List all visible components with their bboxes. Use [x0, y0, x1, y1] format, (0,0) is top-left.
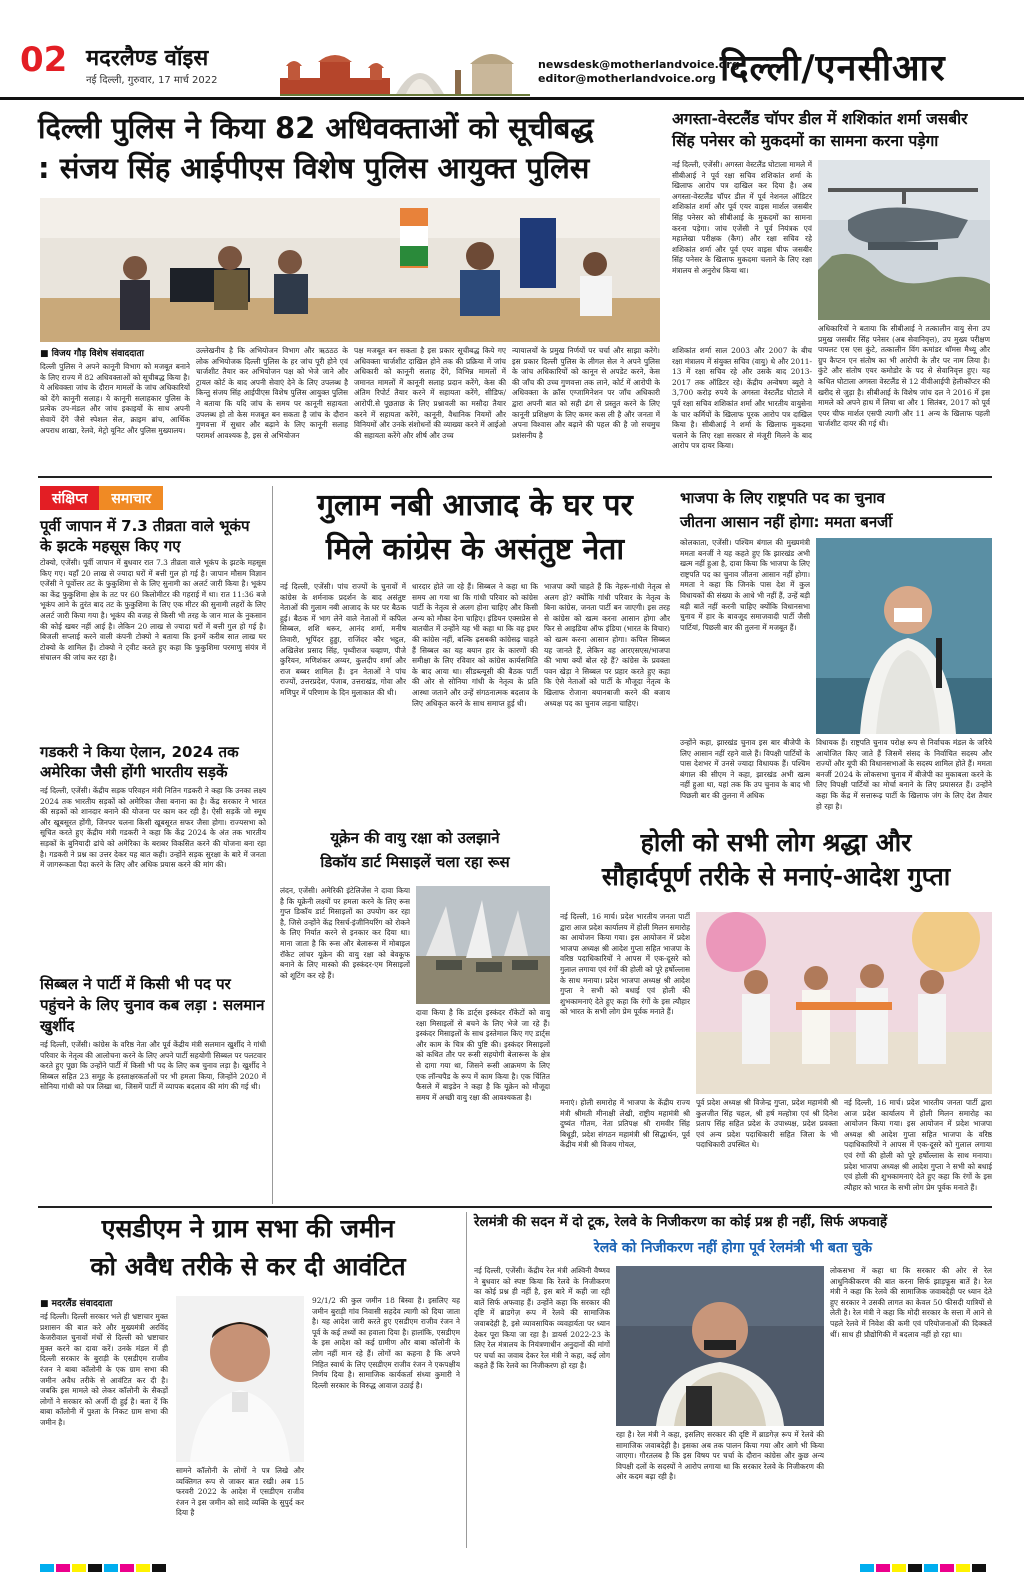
lead-body-col3: पक्ष मजबूत बन सकता है इस प्रकार सूचीबद्ध किये गए अधिवक्ता चार्जशीट दाखिल होने तक की प्रक्रिया में जांच अधिकारी को कानूनी सलाह देंगे, विभिन्न मामलों में जमानत मामलों में कानूनी सलाह प्रदान करेंगे, केस की अंतिम रिपोर्ट तैयार करने में सहायता करेंगे, सीडिफ/आरोपी.से पूछताछ के लिए प्रश्नावली का मसौदा तैयार करने में सहायता करेंगे, कानूनी, वैधानिक नियमों और विनियमों और उनके संशोधनों की व्याख्या करने में आईओ की सहायता करेंगे और शीर्ष और उच्च	[354, 346, 506, 440]
holi-headline	[560, 826, 992, 894]
railway-body-col1: नई दिल्ली, एजेंसी। केंद्रीय रेल मंत्री अश्विनी वैष्णव ने बुधवार को स्पष्ट किया कि रेलवे के निजीकरण का कोई प्रश्न ही नहीं है, इस बारे में कही जा रही बातें सिर्फ अफवाह हैं। उन्होंने कहा कि सरकार की दृष्टि में ब्राडगेज़ रूप में रेलवे की सामाजिक जवाबदेही है, इसे व्यावसायिक व्यवहार्यता पर ध्यान देकर पूरा किया जा रहा है। डायर्स 2022-23 के लिए रेल मंत्रालय के नियंत्रणाधीन अनुदानों की मांगों पर चर्चा का जवाब देकर रेल मंत्री ने कहा, कई लोग कहते हैं कि रेलवे का निजीकरण हो रहा है।	[474, 1266, 610, 1371]
registration-marks-left	[40, 1564, 168, 1572]
paper-date: नई दिल्ली, गुरुवार, 17 मार्च 2022	[86, 75, 218, 86]
mamata-headline-line1: भाजपा के लिए राष्ट्रपति पद का चुनाव	[680, 489, 885, 507]
railway-minister-photo	[616, 1266, 824, 1426]
agusta-headline-line1: अगस्ता-वेस्टलैंड चॉपर डील में शशिकांत शर्मा जसबीर	[672, 110, 968, 128]
brief-column-rule	[272, 486, 273, 1204]
sdm-caption: सामने कॉलोनी के लोगों ने पत्र लिखे और व्यक्तिगत रूप से जाकर बात रखी। अब 15 फरवरी 2022 के आदेश में एसडीएम राजीव रंजन ने इस जमीन को सादे व्यक्ति के सुपुर्द कर दिया है	[176, 1466, 304, 1518]
brief1-body: टोक्यो, एजेंसी। पूर्वी जापान में बुधवार रात 7.3 तीव्रता वाले भूकंप के झटके महसूस किए गए। यहाँ 20 लाख से ज्यादा घरों में बत्ती गुल हो गई है। जापान मौसम विज्ञान एजेंसी ने पूर्वोत्तर तट के फुकुशिमा से के लिए सुनामी का अलर्ट जारी किया है। भूकंप का केंद्र फुकुशिमा क्षेत्र के तट पर 60 किलोमीटर की गहराई में था। रात 11:36 बजे भूकंप आने के तुरंत बाद तट के फुकुशिमा के लिए एक मीटर की सुनामी लहरों के लिए अलर्ट जारी किया गया है। भूकंप की वजह से किसी भी तरह के जान माल के नुकसान की कोई खबर नहीं आई है। लेकिन 20 लाख से ज्यादा घरों में बत्ती गुल हो गई है। बिजली सप्लाई करने वाली कंपनी टोक्यो ने बताया कि इनमें करीब सात लाख घर टोक्यो के शामिल हैं। टोक्यो ने ट्वीट करते हुए कहा कि फुकुशिमा परमाणु संयंत्र में संचालन की जांच कर रहा है।	[40, 558, 266, 663]
mamata-body-col1: कोलकाता, एजेंसी। पश्चिम बंगाल की मुख्यमंत्री ममता बनर्जी ने यह कहते हुए कि झारखंड अभी खत्म नहीं हुआ है, दावा किया कि भाजपा के लिए राष्ट्रपति पद का चुनाव जीतना आसान नहीं होगा। ममता ने कहा कि जिनके पास देश में कुल विधायकों की संख्या के आधे भी नहीं हैं, उन्हें बड़ी बड़ी बातें नहीं करनी चाहिए क्योंकि विधानसभा चुनाव में हार के बावजूद समाजवादी पार्टी जैसी पार्टियां, पिछली बार की तुलना में मजबूत हैं।	[680, 538, 810, 632]
divider-middle	[38, 1206, 992, 1208]
railway-body-col3: लोकसभा में कहा था कि सरकार की ओर से रेल आधुनिकीकरण की बात करना सिर्फ झाड़फूस बातें है। रेल मंत्री ने कहा कि रेलवे की सामाजिक जवाबदेही पर ध्यान देते हुए सरकार ने उसकी लागत का केवल 50 फीसदी यात्रियों से लेती है। रेल मंत्री ने कहा कि मोदी सरकार के सत्ता में आने से पहले रेलवे में निवेश की कमी एवं परियोजनाओं की दिक्कतें थीं। साथ ही प्रौद्योगिकी में बदलाव नहीं हो रहा था।	[830, 1266, 992, 1339]
briefs-tab-label1: संक्षिप्त	[40, 486, 99, 510]
holi-body-col2: मनाएं। होली समारोह में भाजपा के केंद्रीय राज्य मंत्री श्रीमती मीनाक्षी लेखी, राष्ट्रीय महामंत्री श्री दुष्यंत गौतम, नेता प्रतिपक्ष श्री रामवीर सिंह बिधूड़ी, प्रदेश संगठन महामंत्री श्री सिद्धार्थन, पूर्व केंद्रीय मंत्री श्री विजय गोयल,	[560, 1098, 690, 1150]
sdm-byline: ■ मदरलैंड संवाददाता	[40, 1299, 113, 1309]
sdm-headline	[38, 1210, 458, 1286]
mamata-photo	[816, 538, 992, 734]
azad-body-col2: धारदार होते जा रहे हैं। सिब्बल ने कहा था कि समय आ गया था कि गांधी परिवार को कांग्रेस पार्टी के नेतृत्व से अलग होना चाहिए और किसी अन्य को मौका देना चाहिए। इंडियन एक्सप्रेस से बातचीत में उन्होंने यह भी कहा था कि वह इघर की कांग्रेस नहीं, बल्कि ढ़सबकी कांग्रेसढ़ चाहते हैं सिब्बल का यह बयान हार के कारणों की समीक्षा के लिए रविवार को कांग्रेस कार्यसमिति के बाद आया था। सीडब्ल्यूसी की बैठक पार्टी की ओर से सोनिया गांधी के नेतृत्व के प्रति आस्था जताने और उन्हें संगठनात्मक बदलाव के लिए अधिकृत करने के साथ समाप्त हुई थी।	[412, 582, 538, 708]
agusta-body-col1: नई दिल्ली, एजेंसी। अगस्ता वेस्टलैंड घोटाला मामले में सीबीआई ने पूर्व रक्षा सचिव शशिकांत शर्मा के खिलाफ आरोप पत्र दाखिल कर दिया है। अब अगस्ता-वेस्टलैंड चॉपर डील में पूर्व नेशनल ऑडिटर शशिकांत शर्मा और पूर्व एयर वाइस मार्शल जसबीर सिंह पनेसर को सीबीआई के मुकदमों का सामना करना पड़ेगा। जांच एजेंसी ने पूर्व नियंत्रक एवं महालेखा परीक्षक (कैग) और रक्षा सचिव रहे शशिकांत शर्मा और पूर्व एयर वाइस चीफ जसबीर सिंह पनेसर के खिलाफ मुकदमा चलाने के लिए रक्षा मंत्रालय से अनुरोध किया था।	[672, 160, 812, 275]
railway-subhead: रेलवे को निजीकरण नहीं होगा पूर्व रेलमंत्री भी बता चुके	[593, 1240, 873, 1256]
agusta-headline-line2: सिंह पनेसर को मुकदमों का सामना करना पड़ेगा	[672, 132, 939, 150]
divider-top	[38, 476, 992, 478]
monuments-illustration	[280, 40, 530, 96]
holi-body-col3: पूर्व प्रदेश अध्यक्ष श्री विजेन्द्र गुप्ता, प्रदेश महामंत्री श्री कुलजीत सिंह चहल, श्री हर्ष मल्होत्रा एवं श्री दिनेश प्रताप सिंह सहित प्रदेश के उपाध्यक्ष, प्रदेश प्रवक्ता एवं अन्य प्रदेश पदाधिकारी सहित जिला के भी पदाधिकारी उपस्थित थे।	[696, 1098, 838, 1150]
email-newsdesk: newsdesk@motherlandvoice.org	[538, 58, 740, 71]
azad-headline-line1: गुलाम नबी आजाद के घर पर	[317, 488, 633, 523]
agusta-body-col3: अधिकारियों ने बताया कि सीबीआई ने तत्कालीन वायु सेना उप प्रमुख जसबीर सिंह पनेसर (अब सेवानिवृत्त), उप मुख्य परीक्षण पायलट एस एस कुंटे, तत्कालीन विंग कमांडर थॉमस मैथ्यू और ग्रुप कैप्टन एन संतोष का भी आरोपी के तौर पर नाम लिया है। कुंटे और संतोष एयर कमोडोर के पद से सेवानिवृत्त हुए। यह कथित घोटाला अगस्ता वेस्टलैंड से 12 वीवीआईपी हेलीकॉप्टर की खरीद से जुड़ा है। सीबीआई के विशेष जांच दल ने 2016 में इस मामले को अपने हाथ में लिया था और 1 सितंबर, 2017 को पूर्व एयर चीफ मार्शल एसपी त्यागी और 11 अन्य के खिलाफ पहली चार्जशीट दायर की गई थी।	[818, 324, 990, 429]
holi-headline-line1: होली को सभी लोग श्रद्धा और	[640, 828, 912, 857]
sdm-photo	[176, 1296, 304, 1462]
lead-body-col2: उल्लेखनीय है कि अभियोजन विभाग और ऋठठठ के लोक अभियोजक दिल्ली पुलिस के हर जांच पूरी होने एवं चार्जशीट तैयार कर अभियोजन पक्ष को भेजे जाने और ट्रायल कोर्ट के बाद अपनी सेवाएं देने के लिए उपलब्ध है किन्तु संजय सिंह आईपीएस विशेष पुलिस आयुक्त पुलिस ने बताया कि यदि जांच के समय पर कानूनी सहायता उपलब्ध हो तो केस मजबूत बन सकता है जांच के दौरान गुणवत्ता में सुधार और बढ़ाने के लिए कानूनी सलाह परामर्श आवश्यक है, इस से अभियोजन	[196, 346, 348, 440]
lead-headline-line1: दिल्ली पुलिस ने किया 82 अधिवक्ताओं को सूचीबद्ध	[38, 111, 594, 145]
mamata-headline	[680, 486, 992, 534]
agusta-headline	[672, 108, 992, 152]
mamata-headline-line2: जीतना आसान नहीं होगा: ममता बनर्जी	[680, 513, 893, 531]
lead-body-col4: न्यायालयों के प्रमुख निर्णयों पर चर्चा और साझा करेंगे। इस प्रकार दिल्ली पुलिस के लीगल सेल ने अपने पुलिस के जांच अधिकारियों को कानून से अपडेट करने, केस की जाँच की उच्च गुणवत्ता तक लाने, कोर्ट में आरोपी के अधिवक्ता के क्रॉस एग्जामिनेशन पर जाँच अधिकारी द्वारा अपनी बात को सही ढंग से प्रस्तुत करने के लिए कानूनी प्रशिक्षण के लिए कमर कस ली है और जनता में अपना विश्वास और बढ़ाने की पहल की है जो सचमुच प्रशंसनीय है	[512, 346, 660, 440]
brief3-body: नई दिल्ली, एजेंसी। कांग्रेस के वरिष्ठ नेता और पूर्व केंद्रीय मंत्री सलमान खुर्शीद ने गांधी परिवार के नेतृत्व की आलोचना करने के लिए अपने पार्टी सहयोगी सिब्बल पर पलटवार करते हुए पूछा कि उन्होंने पार्टी में किसी भी पद के लिए कब चुनाव लड़ा है। खुर्शीद ने सिब्बल सहित 23 समूह के हस्ताक्षरकर्ताओं पर भी हमला किया, जिन्होंने 2020 में सोनिया गांधी को पत्र लिखा था, जिसमें पार्टी में व्यापक बदलाव की मांग की गई थी।	[40, 1040, 266, 1092]
holi-body-col4: नई दिल्ली, 16 मार्च। प्रदेश भारतीय जनता पार्टी द्वारा आज प्रदेश कार्यालय में होली मिलन समारोह का आयोजन किया गया। इस आयोजन में प्रदेश भाजपा अध्यक्ष श्री आदेश गुप्ता सहित भाजपा के वरिष्ठ पदाधिकारियों ने आपस में एक-दूसरे को गुलाल लगाया एवं रंगों की होली को पूरे हर्षोल्लास के साथ मनाया। प्रदेश भाजपा अध्यक्ष श्री आदेश गुप्ता ने सभी को बधाई एवं होली की शुभकामनाएं देते हुए कहा कि रंगों के इस त्यौहार को भारत के सभी लोग प्रेम पूर्वक मनाते हैं।	[844, 1098, 992, 1192]
page-number: 02	[20, 40, 68, 80]
briefs-tab-label2: समाचार	[99, 486, 163, 510]
sdm-body-col2: 92/1/2 की कुल जमीन 18 बिस्वा है। इसलिए यह जमीन बुराड़ी गांव निवासी सहदेव त्यागी को दिया जाता है। यह आदेश जारी करते हुए एसडीएम राजीव रंजन ने पूर्व के कई तथ्यों का हवाला दिया है। हालांकि, एसडीएम के इस आदेश को कई ग्रामीण और बाबा कॉलोनी के लोग नहीं मान रहे हैं। लोगों का कहना है कि अपने निहित स्वार्थ के लिए एसडीएम राजीव रंजन ने एकपक्षीय निर्णय दिया है। सामाजिक कार्यकर्ता संध्या कुमारी ने दिल्ली सरकार के विरुद्ध आवाज उठाई है।	[312, 1296, 460, 1390]
mamata-body-col2: उन्होंने कहा, झारखंड चुनाव इस बार बीजेपी के लिए आसान नहीं रहने वाले हैं। विपक्षी पार्टियों के पास देशभर में उनसे ज्यादा विधायक हैं। पश्चिम बंगाल की सीएम ने कहा, झारखंड अभी खत्म नहीं हुआ था, यहां तक कि उप चुनाव के बाद भी पिछली बार की तुलना में अधिक	[680, 738, 810, 800]
railway-body-col2: रहा है। रेल मंत्री ने कहा, इसलिए सरकार की दृष्टि में ब्राडगेज़ रूप में रेलवे की सामाजिक जवाबदेही है। इसका अब तक पालन किया गया और आगे भी किया जाएगा। गौरतलब है कि इस विषय पर चर्चा के दौरान कांग्रेस और कुछ अन्य विपक्षी दलों के सदस्यों ने आरोप लगाया था कि सरकार रेलवे के निजीकरण की ओर कदम बढ़ा रही है।	[616, 1430, 824, 1482]
railway-headline: रेलमंत्री की सदन में दो टूक, रेलवे के निजीकरण का कोई प्रश्न ही नहीं, सिर्फ अफवाहें	[474, 1214, 888, 1230]
azad-headline	[280, 484, 670, 572]
email-editor: editor@motherlandvoice.org	[538, 72, 716, 85]
holi-headline-line2: सौहार्दपूर्ण तरीके से मनाएं-आदेश गुप्ता	[601, 862, 951, 891]
brief2-body: नई दिल्ली, एजेंसी। केंद्रीय सड़क परिवहन मंत्री नितिन गडकरी ने कहा कि उनका लक्ष्य 2024 तक भारतीय सड़कों को अमेरिका जैसा बनाना का है। केंद्र सरकार ने भारत की सड़कों को शानदार बनाने की योजना पर काम कर रही है। ऐसी सड़कें जो स्मूथ और खूबसूरत होंगी, जिनपर चलना किसी खूबसूरत सफर जैसा होगा। राज्यसभा को सूचित करते हुए केंद्रीय मंत्री गडकरी ने कहा कि केंद्र 2024 के अंत तक भारतीय सड़कों के बुनियादी ढांचे को अमेरिका के बराबर विकसित करने की योजना बना रहा है। गडकरी ने प्रश्न का उत्तर देकर यह बात कही। उन्होंने सड़क सुरक्षा के बारे में जनता में जागरूकता पैदा करने के लिए और अधिक प्रयास करने की मांग की।	[40, 786, 266, 870]
briefs-tab	[40, 486, 163, 510]
ukraine-body-col2: दावा किया है कि डार्ट्स इस्कंदर रॉकेटों को वायु रक्षा मिसाइलों से बचने के लिए भेजे जा रहे हैं। इस्कंदर मिसाइलों के साथ इस्तेमाल किए गए डार्ट्स और काम के चित्र की पुष्टि की। इस्कंदर मिसाइलों को कथित तौर पर रूसी सहयोगी बेलारूस के क्षेत्र से दागा गया था, जिसने रूसी आक्रमण के लिए एक लॉन्चपैड के रूप में काम किया है। एक चिंतित फैसले में बाइडेन ने कहा है कि यूक्रेन को मौजूदा समय में अच्छी वायु रक्षा की आवश्यकता है।	[416, 1008, 550, 1102]
brief3-headline: सिब्बल ने पार्टी में किसी भी पद पर पहुंचने के लिए चुनाव कब लड़ा : सलमान खुर्शीद	[40, 975, 265, 1035]
lead-byline: ■ विजय गौड़ विशेष संवाददाता	[40, 349, 144, 359]
ukraine-body-col1: लंदन, एजेंसी। अमेरिकी इंटेलिजेंस ने दावा किया है कि यूक्रेनी लक्ष्यों पर हमला करने के लिए रूस गुप्त डिकॉय डार्ट मिसाइलों का उपयोग कर रहा है, जिसे उन्होंने केंद्र रिसर्च-इंजीनियरिंग को रोकने के लिए निर्यात करने से इनकार कर दिया था। माना जाता है कि रूस और बेलारूस में मोबाइल रॉकेट लांचर यूक्रेन की वायु रक्षा को बेवकूफ बनाने के लिए मास्को की इस्कंदर-एम मिसाइलों को शूटिंग कर रहे हैं।	[280, 886, 410, 980]
brief2-headline: गडकरी ने किया ऐलान, 2024 तक अमेरिका जैसी होंगी भारतीय सड़कें	[40, 743, 239, 781]
agusta-body-col2: शशिकांत शर्मा साल 2003 और 2007 के बीच रक्षा मंत्रालय में संयुक्त सचिव (वायु) थे और 2011-13 में रक्षा सचिव रहे और उसके बाद 2013-2017 तक ऑडिटर रहे। केंद्रीय अन्वेषण ब्यूरो ने 3,700 करोड़ रुपये के अगस्ता वेस्टलैंड घोटाले में पूर्व रक्षा सचिव शशिकांत शर्मा और भारतीय वायुसेना के चार कर्मियों के खिलाफ पूरक आरोप पत्र दाखिल किया है। सीबीआई ने शर्मा के खिलाफ मुकदमा चलाने के लिए रक्षा सरकार से मंजूरी मिलने के बाद आरोप पत्र दायर किया।	[672, 346, 812, 451]
lead-body-col1: दिल्ली पुलिस ने अपने कानूनी विभाग को मजबूत बनाने के लिए राज्य में 82 अधिवक्ताओं को सूचीबद्ध किया है। ये अधिवक्ता जांच के दौरान मामलों के जांच अधिकारियों को देंगे कानूनी सलाह। ये कानूनी सलाहकार पुलिस के प्रत्येक उप-मंडल और जांच इकाइयों के साथ अपनी सेवायें देंगे जैसे स्पेशल सेल, क्राइम ब्रांच, आर्थिक अपराध शाखा, रेलवे, मेट्रो यूनिट और पुलिस मुख्यालय।	[40, 362, 190, 435]
mamata-body-col3: विधायक हैं। राष्ट्रपति चुनाव परोक्ष रूप से निर्वाचक मंडल के जरिये आयोजित किए जाते हैं जिसमें संसद के निर्वाचित सदस्य और राज्यों और यूपी की विधानसभाओं के सदस्य शामिल होते हैं। ममता बनर्जी 2024 के लोकसभा चुनाव में बीजेपी का मुकाबला करने के लिए विपक्षी पार्टियों का मोर्चा बनाने के लिए प्रयासरत हैं। उन्होंने कहा कि केंद्र में सत्तारूढ़ पार्टी के खिलाफ जंग के लिए देश तैयार हो रहा है।	[816, 738, 992, 811]
lead-headline-line2: : संजय सिंह आईपीएस विशेष पुलिस आयुक्त पुलिस	[38, 151, 590, 185]
azad-headline-line2: मिले कांग्रेस के असंतुष्ट नेता	[325, 532, 625, 567]
sdm-body-col1: नई दिल्ली। दिल्ली सरकार भले ही भ्रष्टाचार मुक्त प्रशासन की बात करे और मुख्यमंत्री अरविंद केजरीवाल चुनावों मंचों से दिल्ली को भ्रष्टाचार मुक्त करने का दावा करें। उनके मंडल में ही दिल्ली सरकार के बुराड़ी के एसडीएम राजीव रंजन ने बाबा कॉलोनी के एक ग्राम सभा की जमीन अवैध तरीके से आवंटित कर दी है। जबकि इस मामले को लेकर कॉलोनी के सैकड़ों लोगों ने सरकार को अर्जी दी हुई है। बता दें कि बाबा कॉलोनी में पुश्ता के निकट ग्राम सभा की जमीन है।	[40, 1312, 168, 1427]
registration-marks-right	[860, 1564, 988, 1572]
sdm-headline-line1: एसडीएम ने ग्राम सभा की जमीन	[101, 1214, 395, 1243]
brief1-headline: पूर्वी जापान में 7.3 तीव्रता वाले भूकंप के झटके महसूस किए गए	[40, 517, 250, 555]
section-title: दिल्ली/एनसीआर	[720, 48, 946, 89]
ukraine-headline	[280, 826, 550, 874]
contact-emails	[538, 58, 740, 86]
ukraine-headline-line2: डिकॉय डार्ट मिसाइलें चला रहा रूस	[320, 853, 510, 871]
missile-photo	[416, 886, 550, 1004]
azad-body-col3: भाजपा क्यों चाहते हैं कि नेहरू-गांधी नेतृत्व से अलग हो? क्योंकि गांधी परिवार के नेतृत्व के बिना कांग्रेस, जनता पार्टी बन जाएगी। इस तरह से कांग्रेस को खत्म करना आसान होगा और फिर से आइडिया ऑफ इंडिया (भारत के विचार) को खत्म करना आसान होगा। कपिल सिब्बल यह जानते हैं, लेकिन वह आरएसएस/भाजपा की भाषा क्यों बोल रहे हैं? कांग्रेस के प्रवक्ता पवन खेड़ा ने सिब्बल पर प्रहार करते हुए कहा कि ऐसे नेताओं को पार्टी के मौजूदा नेतृत्व के खिलाफ रोजाना बयानबाजी करने की बजाय अध्यक्ष पद का चुनाव लड़ना चाहिए।	[544, 582, 670, 708]
helicopter-photo	[818, 160, 990, 320]
lead-headline	[38, 108, 658, 188]
azad-body-col1: नई दिल्ली, एजेंसी। पांच राज्यों के चुनावों में कांग्रेस के शर्मनाक प्रदर्शन के बाद असंतुष्ट नेताओं की गुलाम नबी आजाद के घर पर बैठक हुई। बैठक में भाग लेने वाले नेताओं में कपिल सिब्बल, शशि थरूर, आनंद शर्मा, मनीष तिवारी, भूपिंदर हुड्डा, राजिंदर कौर भट्ठल, अखिलेश प्रसाद सिंह, पृथ्वीराज चव्हाण, पीजे कुरियन, मणिशंकर अय्यर, कुलदीप शर्मा और राज बब्बर शामिल हैं। इन नेताओं ने पांच राज्यों, उत्तरप्रदेश, पंजाब, उत्तराखंड, गोवा और मणिपुर में परिणाम के दिन मुलाकात की थी।	[280, 582, 406, 697]
holi-photo	[696, 912, 992, 1094]
bottom-column-rule	[466, 1212, 467, 1548]
holi-body-col1: नई दिल्ली, 16 मार्च। प्रदेश भारतीय जनता पार्टी द्वारा आज प्रदेश कार्यालय में होली मिलन समारोह का आयोजन किया गया। इस आयोजन में प्रदेश भाजपा अध्यक्ष श्री आदेश गुप्ता सहित भाजपा के वरिष्ठ पदाधिकारियों ने आपस में एक-दूसरे को गुलाल लगाया एवं रंगों की होली को पूरे हर्षोल्लास के साथ मनाया। प्रदेश भाजपा अध्यक्ष श्री आदेश गुप्ता ने सभी को बधाई एवं होली की शुभकामनाएं देते हुए कहा कि रंगों के इस त्यौहार को भारत के सभी लोग प्रेम पूर्वक मनाते हैं।	[560, 912, 690, 1017]
ukraine-headline-line1: यूक्रेन की वायु रक्षा को उलझाने	[330, 829, 500, 847]
lead-photo	[40, 198, 660, 342]
sdm-headline-line2: को अवैध तरीके से कर दी आवंटित	[90, 1252, 406, 1281]
paper-name: मदरलैण्ड वॉइस	[86, 46, 209, 71]
masthead	[0, 0, 1024, 100]
